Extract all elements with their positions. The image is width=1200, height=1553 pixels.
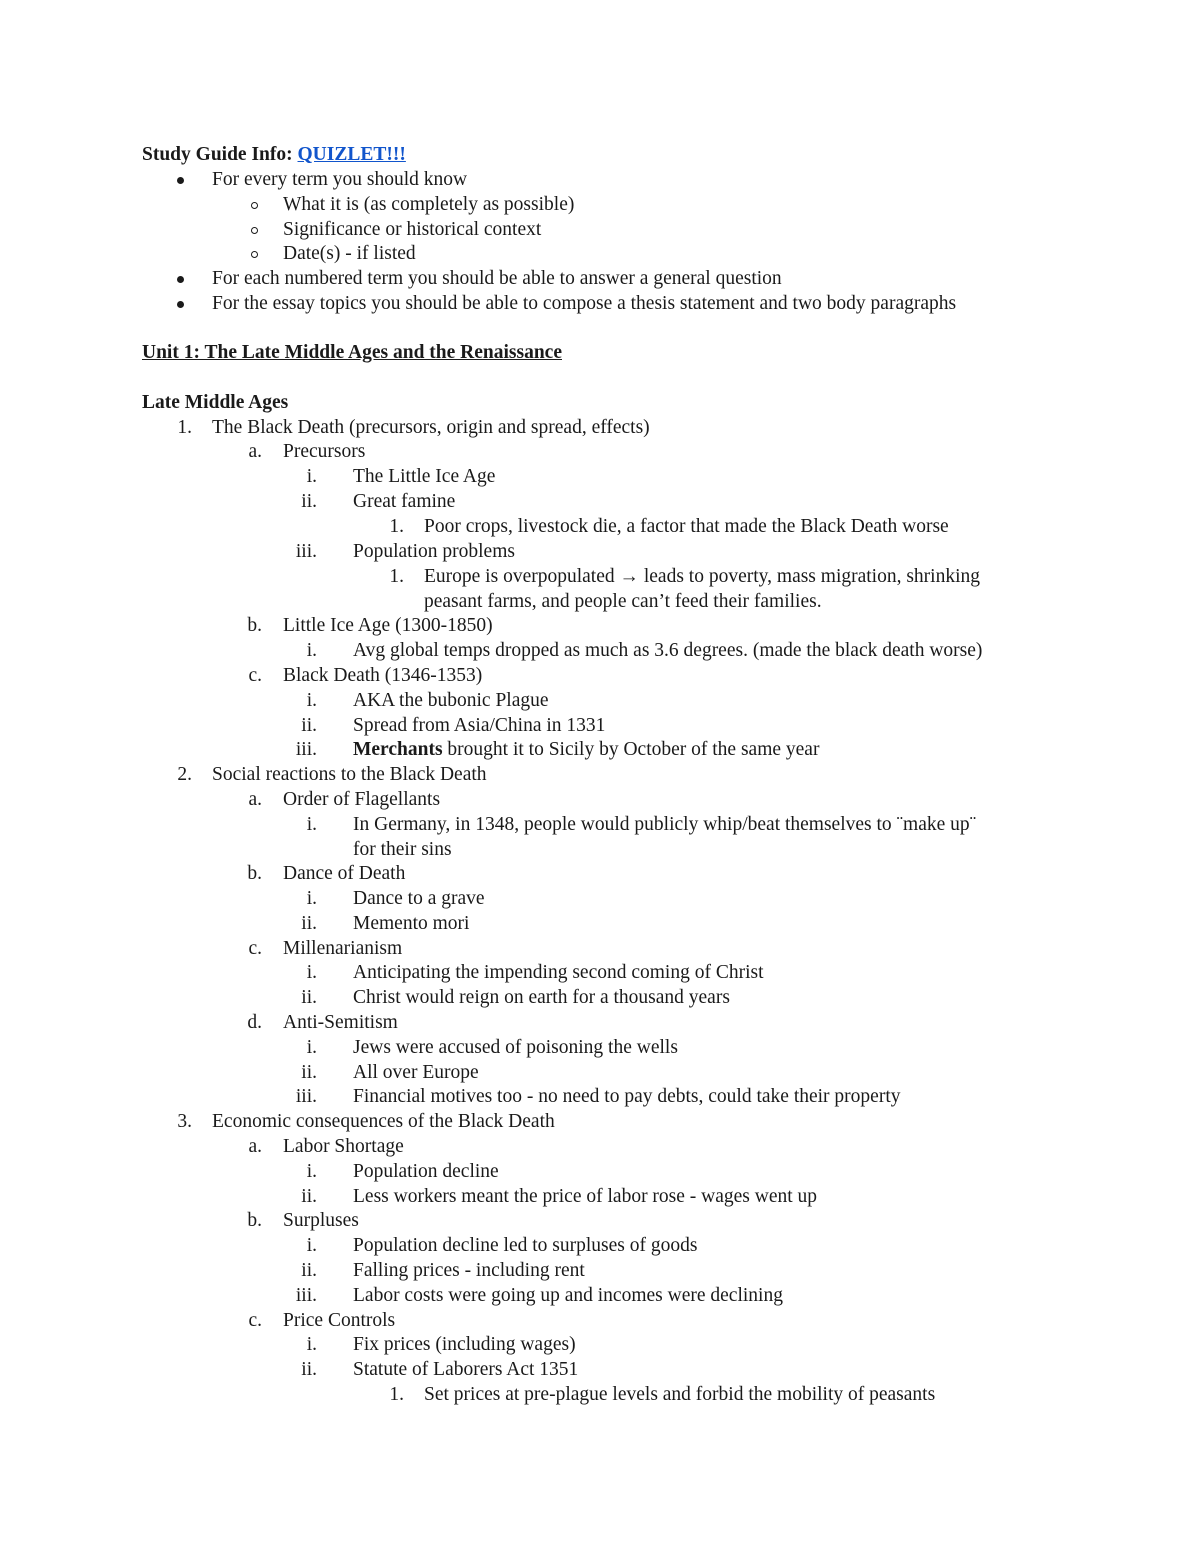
list-marker: 1.: [177, 417, 192, 438]
list-marker: ii.: [301, 1186, 317, 1207]
outline-item: Avg global temps dropped as much as 3.6 degrees. (made the black death worse): [353, 640, 983, 661]
list-marker: ii.: [301, 1260, 317, 1281]
outline-item: Great famine: [353, 491, 456, 512]
outline-item: Financial motives too - no need to pay debts, could take their property: [353, 1086, 901, 1107]
list-marker: b.: [247, 1210, 262, 1231]
bullet-ring-icon: [251, 227, 258, 234]
bullet-dot-icon: [177, 276, 184, 283]
list-marker: i.: [306, 1037, 317, 1058]
outline-item: Economic consequences of the Black Death: [212, 1111, 555, 1132]
list-marker: iii.: [295, 1285, 317, 1306]
list-marker: b.: [247, 863, 262, 884]
list-marker: a.: [248, 441, 262, 462]
info-bullet: For every term you should know: [212, 169, 468, 190]
outline-item: Population decline: [353, 1161, 499, 1182]
list-marker: i.: [306, 690, 317, 711]
outline-item: Anti-Semitism: [283, 1012, 398, 1033]
list-marker: b.: [247, 615, 262, 636]
list-marker: iii.: [295, 739, 317, 760]
list-marker: 3.: [177, 1111, 192, 1132]
outline-item: Precursors: [283, 441, 366, 462]
section-title: Late Middle Ages: [142, 392, 289, 413]
info-subbullet: What it is (as completely as possible): [283, 194, 575, 215]
info-bullet: For each numbered term you should be able to answer a general question: [212, 268, 782, 289]
bullet-ring-icon: [251, 251, 258, 258]
outline-item: Dance to a grave: [353, 888, 485, 909]
outline-item: The Little Ice Age: [353, 466, 496, 487]
outline-item: Less workers meant the price of labor rose - wages went up: [353, 1186, 818, 1207]
outline-item: The Black Death (precursors, origin and spread, effects): [212, 417, 650, 438]
list-marker: ii.: [301, 491, 317, 512]
outline-item: Labor costs were going up and incomes were declining: [353, 1285, 783, 1306]
outline-item: Social reactions to the Black Death: [212, 764, 487, 785]
outline-item: Jews were accused of poisoning the wells: [353, 1037, 678, 1058]
outline-item: Statute of Laborers Act 1351: [353, 1359, 579, 1380]
outline-item: Order of Flagellants: [283, 789, 441, 810]
list-marker: c.: [248, 1310, 262, 1331]
outline-item: Population problems: [353, 541, 515, 562]
list-marker: c.: [248, 938, 262, 959]
outline-item: Millenarianism: [283, 938, 403, 959]
list-marker: i.: [306, 466, 317, 487]
bullet-dot-icon: [177, 301, 184, 308]
list-marker: 1.: [389, 1384, 404, 1405]
outline-item-continued: peasant farms, and people can’t feed their families.: [424, 591, 822, 612]
info-subbullet: Significance or historical context: [283, 219, 542, 240]
bullet-ring-icon: [251, 202, 258, 209]
list-marker: ii.: [301, 987, 317, 1008]
list-marker: 2.: [177, 764, 192, 785]
list-marker: i.: [306, 888, 317, 909]
merchants-bold-text: Merchants: [353, 739, 443, 760]
info-subbullet: Date(s) - if listed: [283, 243, 416, 264]
list-marker: ii.: [301, 715, 317, 736]
outline-item: Poor crops, livestock die, a factor that made the Black Death worse: [424, 516, 949, 537]
bullet-dot-icon: [177, 177, 184, 184]
quizlet-link[interactable]: QUIZLET!!!: [297, 144, 406, 165]
outline-item-continued: for their sins: [353, 839, 452, 860]
list-marker: 1.: [389, 566, 404, 587]
outline-item: In Germany, in 1348, people would publicly whip/beat themselves to ¨make up¨: [353, 814, 977, 835]
info-bullet: For the essay topics you should be able to compose a thesis statement and two body paragraphs: [212, 293, 957, 314]
outline-item: Europe is overpopulated → leads to poverty, mass migration, shrinking: [424, 566, 981, 587]
list-marker: i.: [306, 640, 317, 661]
outline-item: [353, 738, 819, 762]
list-marker: iii.: [295, 1086, 317, 1107]
outline-item: Spread from Asia/China in 1331: [353, 715, 606, 736]
outline-item: AKA the bubonic Plague: [353, 690, 549, 711]
list-marker: ii.: [301, 913, 317, 934]
outline-item: Falling prices - including rent: [353, 1260, 585, 1281]
list-marker: i.: [306, 814, 317, 835]
outline-item: Little Ice Age (1300-1850): [283, 615, 493, 636]
list-marker: c.: [248, 665, 262, 686]
outline-item: Black Death (1346-1353): [283, 665, 483, 686]
merchants-rest-text: brought it to Sicily by October of the same year: [442, 739, 820, 760]
outline-item: Price Controls: [283, 1310, 396, 1331]
unit-title: Unit 1: The Late Middle Ages and the Renaissance: [142, 342, 562, 363]
outline-item: Fix prices (including wages): [353, 1334, 576, 1355]
study-guide-header: [142, 143, 406, 167]
list-marker: a.: [248, 1136, 262, 1157]
list-marker: i.: [306, 1334, 317, 1355]
outline-item: Surpluses: [283, 1210, 359, 1231]
outline-item: Anticipating the impending second coming of Christ: [353, 962, 764, 983]
list-marker: i.: [306, 1161, 317, 1182]
list-marker: i.: [306, 1235, 317, 1256]
list-marker: ii.: [301, 1359, 317, 1380]
study-guide-label: Study Guide Info:: [142, 144, 293, 165]
list-marker: 1.: [389, 516, 404, 537]
list-marker: ii.: [301, 1062, 317, 1083]
outline-item: Labor Shortage: [283, 1136, 404, 1157]
outline-item: Set prices at pre-plague levels and forbid the mobility of peasants: [424, 1384, 936, 1405]
outline-item: Dance of Death: [283, 863, 406, 884]
list-marker: a.: [248, 789, 262, 810]
outline-item: All over Europe: [353, 1062, 479, 1083]
outline-item: Population decline led to surpluses of goods: [353, 1235, 698, 1256]
list-marker: iii.: [295, 541, 317, 562]
list-marker: i.: [306, 962, 317, 983]
list-marker: d.: [247, 1012, 262, 1033]
outline-item: Christ would reign on earth for a thousand years: [353, 987, 730, 1008]
outline-item: Memento mori: [353, 913, 470, 934]
